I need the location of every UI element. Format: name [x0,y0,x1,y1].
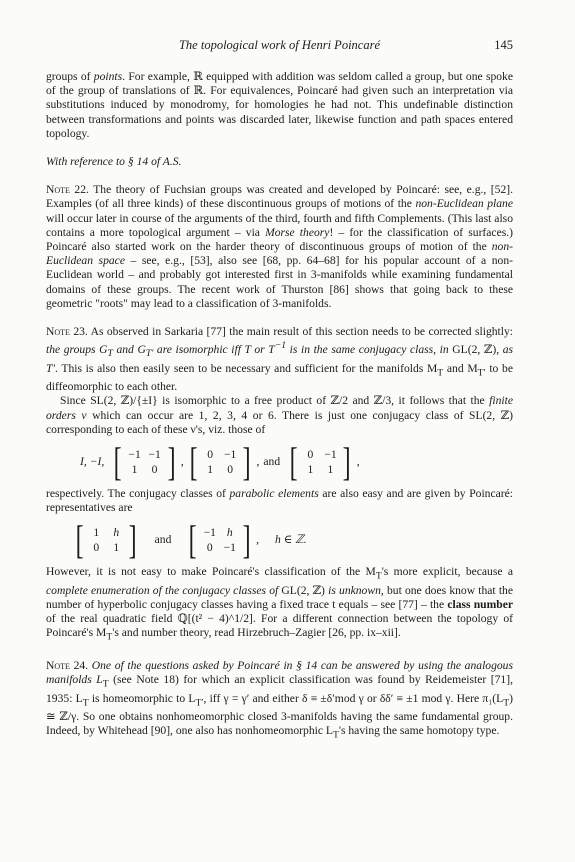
running-title: The topological work of Henri Poincaré [178,38,381,52]
paragraph-however: However, it is not easy to make Poincaré's classification of the $M_T's$ more explicit, because a complete enumeration of the conjugacy classes of GL(2, ℤ) is unknown, but one does know that the number of hyperbolic conjugacy classes having a fixed trace t equals – see [77] – the class number of the real quadratic field ℚ[(t² − 4)^1/2]. For a different connection between the topology of Poincaré's $M_T's$ and number theory, read Hirzebruch–Zagier [26, pp. ix–xii]. [46,565,514,643]
matrix-2: [ 0 −1 1 0 ] [189,438,251,484]
matrix-parabolic-1: [ 1 h 0 1 ] [75,517,137,563]
paragraph-sl2z: Since SL(2, ℤ)/{±I} is isomorphic to a free product of ℤ/2 and ℤ/3, it follows that the finite orders ν which can occur are 1, 2, 3, 4 or 6. There is just one conjugacy class of SL(2, ℤ) corresponding to each of these ν's, viz. those of [46,394,514,436]
matrix-3: [ 0 −1 1 1 ] [289,438,352,484]
note-24: Note 24. One of the questions asked by Poincaré in § 14 can be answered by using the analogous manifolds $L_T$ (see Note 18) for which an explicit classification was found by Reidemeister [71], 1935: $L_T$ is homeomorphic to $L_{T'}$, iff γ = γ′ and either δ ≡ ±δ′mod γ or δδ′ ≡ ±1 mod γ. Here $\pi_1(L_T)$ ≅ ℤ/γ. So one obtains nonhomeomorphic closed 3-manifolds having the same fundamental group. Indeed, by Whitehead [90], one also has nonhomeomorphic $L_T's$ having the same homotopy type. [46,659,513,741]
matrix-display-parabolic: [ 1 h 0 1 ] and [ −1 h 0 −1 ] , h ∈ ℤ. [46,517,513,563]
page-number: 145 [494,38,513,52]
matrix-parabolic-2: [ −1 h 0 −1 ] [189,517,251,563]
running-header [46,38,513,54]
paragraph-groups: groups of points. For example, ℝ equipped with addition was seldom called a group, but one spoke of the group of translations of ℝ. For equivalences, Poincaré had given such an interpretation via substitutions induced by monodromy, for homologies he had not. This undefinable distinction between transformations and points was discarded later, likewise function and path spaces entered topology. [46,70,513,140]
main-text [46,70,513,743]
section-reference: With reference to § 14 of A.S. [46,155,182,169]
matrix-display-finite-orders: I, −I, [ −1 −1 1 0 ] , [ 0 −1 1 0 ] , and [ 0 −1 1 1 ] , [80,438,360,484]
matrix-1: [ −1 −1 1 0 ] [113,438,176,484]
note-23: Note 23. As observed in Sarkaria [77] the main result of this section needs to be corrected slightly: the groups $G_T$ and $G_{T'}$ are isomorphic iff T or $T^{-1}$ is in the same conjugacy class, in GL(2, ℤ), as T′. This is also then easily seen to be necessary and sufficient for the manifolds $M_T$ and $M_{T'}$ to be diffeomorphic to each other. [46,325,513,394]
paragraph-parabolic: respectively. The conjugacy classes of parabolic elements are also easy and are given by Poincaré: representatives are [46,486,513,515]
note-22: Note 22. The theory of Fuchsian groups was created and developed by Poincaré: see, e.g., [52]. Examples (of all three kinds) of these discontinuous groups of motions of the non-Euclidean plane will occur later in course of the arguments of the third, fourth and fifth Complements. (This last also contains a more topological argument – via Morse theory! – for the classification of surfaces.) Poincaré also started work on the harder theory of discontinuous groups of motion of the non-Euclidean space – see, e.g., [53], also see [68, pp. 64–68] for his popular account of a non-Euclidean world – and probably got interested first in 3-manifolds while examining fundamental domains of these groups. The recent work of Thurston [86] shows that going back to these geometric "roots" may lead to a classification of 3-manifolds. [46,183,514,310]
